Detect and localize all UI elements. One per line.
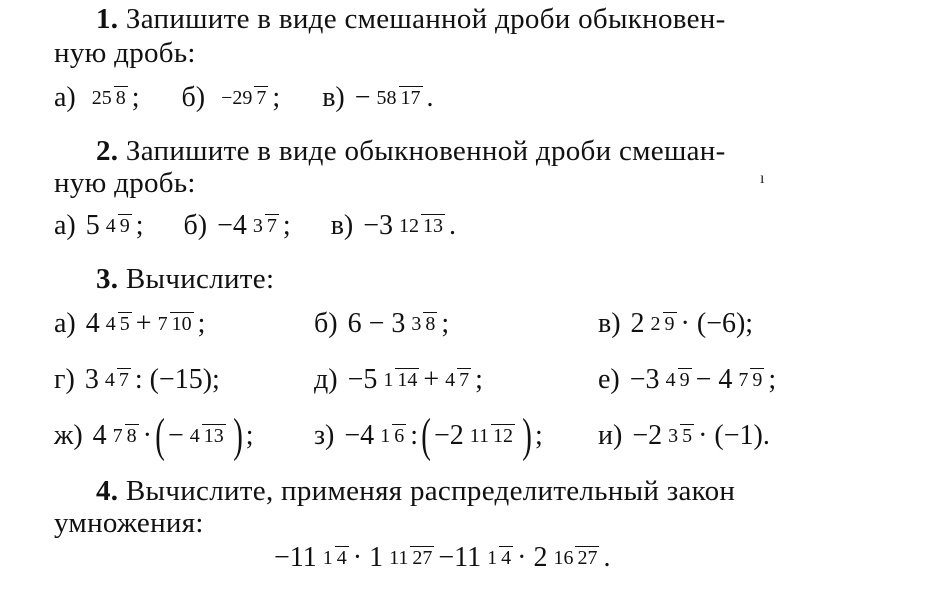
fraction [666, 425, 694, 447]
task3-e [314, 350, 483, 410]
whole-part: −5 [347, 364, 378, 395]
label: б) [314, 308, 338, 339]
task2-examples [54, 196, 456, 256]
whole-part: 1 [369, 542, 384, 573]
numerator: 3 [252, 215, 263, 237]
whole-part: 2 [533, 542, 548, 573]
expression-rest: · (−1). [698, 420, 770, 451]
denominator: 13 [423, 215, 444, 237]
separator: ; [131, 82, 140, 113]
denominator: 5 [119, 313, 130, 335]
separator: ; [535, 420, 543, 451]
fraction [104, 313, 132, 335]
whole-part: −4 [217, 210, 247, 241]
denominator: 8 [115, 87, 126, 109]
period: . [449, 210, 457, 241]
left-paren: ( [421, 409, 431, 462]
period: . [426, 82, 434, 113]
denominator: 9 [664, 313, 675, 335]
operator: · [142, 420, 152, 451]
denominator: 4 [501, 547, 512, 569]
fraction [90, 87, 128, 109]
numerator: 7 [157, 313, 168, 335]
numerator: −29 [221, 87, 253, 109]
label: ж) [54, 420, 83, 451]
label-b: б) [183, 210, 208, 241]
operator: · [352, 542, 363, 573]
numerator: 25 [91, 87, 112, 109]
whole-part: −3 [629, 364, 660, 395]
numerator: 4 [189, 425, 200, 447]
label: а) [54, 308, 76, 339]
fraction [251, 215, 279, 237]
left-paren: ( [155, 409, 165, 462]
task3-line [96, 262, 274, 296]
task3-f [598, 350, 776, 410]
fraction [468, 425, 515, 447]
task4-number: 4. [96, 475, 119, 507]
numerator: 1 [322, 547, 333, 569]
numerator: 3 [411, 313, 422, 335]
operator: − 4 [695, 364, 733, 395]
task3-d [54, 350, 220, 410]
denominator: 9 [679, 369, 690, 391]
label: и) [598, 420, 623, 451]
task1-text-line1: Запишите в виде смешанной дроби обыкновен- [118, 3, 726, 35]
operator: · [517, 542, 527, 573]
fraction [156, 313, 194, 335]
numerator: 7 [738, 369, 749, 391]
task2-number: 2. [96, 135, 119, 167]
whole-part: 11 [454, 542, 482, 573]
task1-examples [54, 68, 434, 128]
denominator: 5 [682, 425, 693, 447]
fraction [378, 425, 406, 447]
denominator: 9 [119, 215, 130, 237]
denominator: 7 [118, 369, 129, 391]
fraction [443, 369, 471, 391]
numerator: 1 [487, 547, 498, 569]
label-a: а) [54, 210, 76, 241]
operator: + [135, 308, 152, 339]
denominator: 13 [203, 425, 224, 447]
numerator: 58 [376, 87, 397, 109]
fraction [649, 313, 677, 335]
separator: ; [441, 308, 450, 339]
task3-b [314, 294, 449, 354]
task3-h [314, 406, 543, 466]
denominator: 7 [266, 215, 277, 237]
denominator: 6 [394, 425, 405, 447]
whole-part: 4 [92, 420, 107, 451]
expression-rest: : (−15); [134, 364, 220, 395]
whole-part: −2 [632, 420, 663, 451]
numerator: 2 [650, 313, 661, 335]
fraction [188, 425, 226, 447]
task3-i [598, 406, 770, 466]
operator: + [423, 364, 440, 395]
fraction [397, 215, 445, 237]
task3-number: 3. [96, 263, 119, 295]
separator: ; [768, 364, 777, 395]
fraction [103, 369, 131, 391]
fraction [381, 369, 419, 391]
fraction [409, 313, 437, 335]
numerator: 4 [445, 369, 456, 391]
denominator: 9 [752, 369, 763, 391]
denominator: 8 [425, 313, 436, 335]
numerator: 4 [105, 313, 116, 335]
numerator: 12 [399, 215, 420, 237]
separator: ; [135, 210, 144, 241]
whole-part: −3 [363, 210, 394, 241]
right-paren: ) [232, 409, 243, 462]
denominator: 7 [256, 87, 267, 109]
fraction [387, 547, 434, 569]
numerator: 11 [389, 547, 409, 569]
denominator: 17 [400, 87, 421, 109]
fraction [551, 547, 599, 569]
fraction [111, 425, 139, 447]
whole-part: 2 [630, 308, 645, 339]
label-b: б) [181, 82, 206, 113]
whole-part: −4 [344, 420, 375, 451]
denominator: 27 [412, 547, 433, 569]
task4-text-line2: умножения: [54, 507, 204, 539]
numerator: 3 [668, 425, 679, 447]
whole-part: 3 [84, 364, 99, 395]
minus-sign: − [167, 420, 184, 451]
fraction [321, 547, 349, 569]
numerator: 4 [665, 369, 676, 391]
label: в) [598, 308, 621, 339]
task1-line1 [96, 2, 726, 36]
task2-text-line2: ную дробь: [54, 167, 196, 199]
fraction [219, 87, 268, 109]
fraction [104, 215, 132, 237]
label-a: а) [54, 82, 76, 113]
separator: ; [272, 82, 281, 113]
denominator: 14 [397, 369, 418, 391]
denominator: 7 [459, 369, 470, 391]
task3-c [598, 294, 753, 354]
minus-sign: − [354, 82, 371, 113]
numerator: 4 [105, 215, 116, 237]
label-c: в) [322, 82, 345, 113]
label: г) [54, 364, 75, 395]
task4-expression [274, 528, 610, 588]
fraction [736, 369, 764, 391]
denominator: 10 [171, 313, 192, 335]
whole-part: −2 [433, 420, 464, 451]
denominator: 8 [126, 425, 137, 447]
period: . [603, 542, 611, 573]
stray-mark: ı [760, 170, 765, 187]
label: д) [314, 364, 338, 395]
denominator: 4 [336, 547, 347, 569]
task4-line1 [96, 474, 735, 508]
label: е) [598, 364, 620, 395]
fraction [375, 87, 423, 109]
numerator: 16 [553, 547, 574, 569]
whole-part: 4 [85, 308, 100, 339]
denominator: 27 [577, 547, 598, 569]
numerator: 4 [104, 369, 115, 391]
fraction [664, 369, 692, 391]
whole-part: 5 [85, 210, 100, 241]
denominator: 12 [493, 425, 514, 447]
task2-text-line1: Запишите в виде обыкновенной дроби смешан- [118, 135, 726, 167]
separator: ; [245, 420, 254, 451]
numerator: 7 [112, 425, 123, 447]
operator: : [410, 420, 418, 451]
task4-text-line1: Вычислите, применяя распределительный закон [118, 475, 736, 507]
expression-prefix: 6 − 3 [347, 308, 406, 339]
task3-a [54, 294, 205, 354]
right-paren: ) [522, 409, 532, 462]
numerator: 1 [383, 369, 394, 391]
numerator: 11 [469, 425, 490, 447]
expression-rest: · (−6); [680, 308, 754, 339]
separator: ; [197, 308, 206, 339]
label-c: в) [330, 210, 354, 241]
label: з) [314, 420, 335, 451]
fraction [485, 547, 513, 569]
numerator: 1 [380, 425, 391, 447]
task3-text: Вычислите: [118, 263, 275, 295]
separator: ; [475, 364, 483, 395]
task2-line1 [96, 134, 726, 168]
task1-number: 1. [96, 3, 119, 35]
operator: − [438, 542, 455, 573]
whole-part: −11 [274, 542, 317, 573]
task3-g [54, 406, 254, 466]
task1-text-line2: ную дробь: [54, 37, 196, 69]
separator: ; [282, 210, 291, 241]
